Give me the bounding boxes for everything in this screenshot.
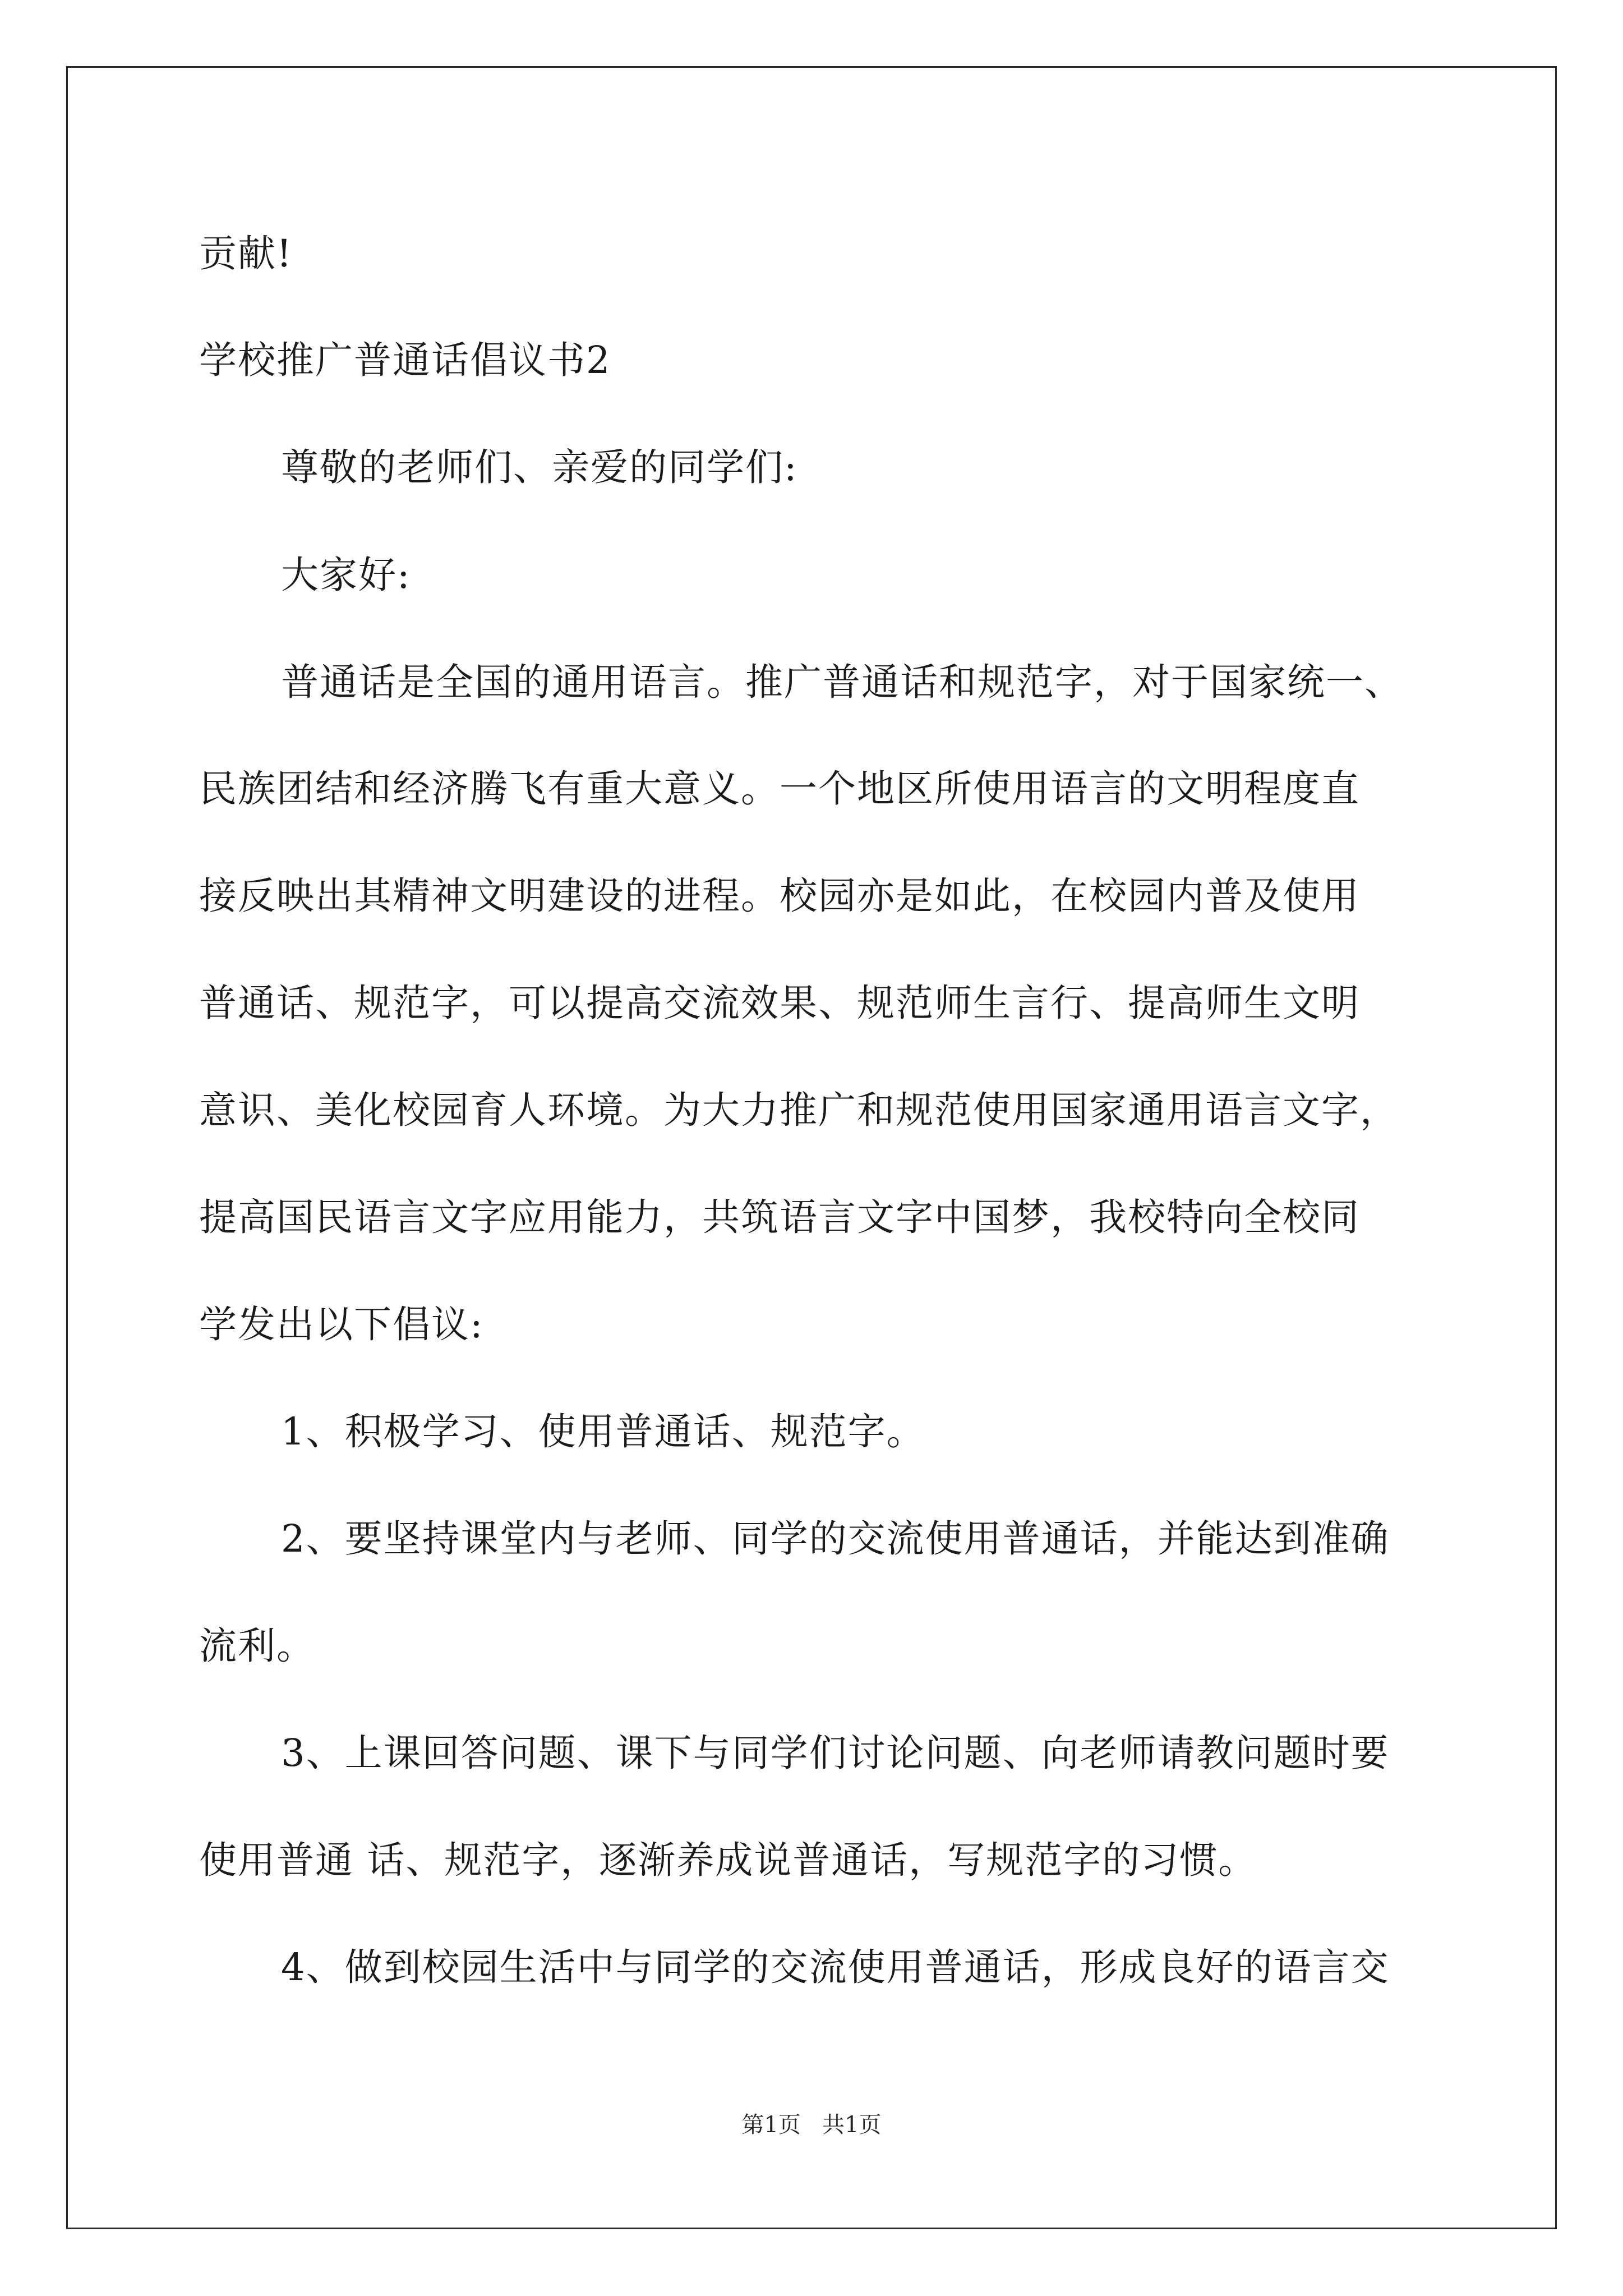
proposal-item-2: 2、要坚持课堂内与老师、同学的交流使用普通话，并能达到准确 — [281, 1517, 1390, 1561]
greeting: 大家好: — [281, 553, 411, 597]
document-title: 学校推广普通话倡议书2 — [199, 338, 611, 382]
page-footer: 第1页 共1页 — [741, 2112, 882, 2138]
proposal-item-2-cont: 流利。 — [199, 1624, 315, 1668]
paragraph-line: 提高国民语言文字应用能力，共筑语言文字中国梦，我校特向全校同 — [199, 1195, 1360, 1239]
paragraph-line: 接反映出其精神文明建设的进程。校园亦是如此，在校园内普及使用 — [199, 874, 1360, 918]
salutation: 尊敬的老师们、亲爱的同学们: — [281, 445, 798, 489]
text-line: 贡献! — [199, 232, 293, 275]
proposal-item-3-cont: 使用普通 话、规范字，逐渐养成说普通话，写规范字的习惯。 — [199, 1838, 1257, 1882]
page-border — [66, 66, 1557, 2229]
paragraph-line: 民族团结和经济腾飞有重大意义。一个地区所使用语言的文明程度直 — [199, 767, 1360, 811]
proposal-item-1: 1、积极学习、使用普通话、规范字。 — [281, 1410, 925, 1453]
proposal-item-3: 3、上课回答问题、课下与同学们讨论问题、向老师请教问题时要 — [281, 1731, 1390, 1775]
paragraph-line: 普通话、规范字，可以提高交流效果、规范师生言行、提高师生文明 — [199, 981, 1360, 1025]
paragraph-line: 意识、美化校园育人环境。为大力推广和规范使用国家通用语言文字， — [199, 1088, 1399, 1132]
proposal-item-4: 4、做到校园生活中与同学的交流使用普通话，形成良好的语言交 — [281, 1945, 1390, 1989]
paragraph-line: 普通话是全国的通用语言。推广普通话和规范字，对于国家统一、 — [281, 660, 1403, 704]
paragraph-line: 学发出以下倡议: — [199, 1303, 484, 1346]
